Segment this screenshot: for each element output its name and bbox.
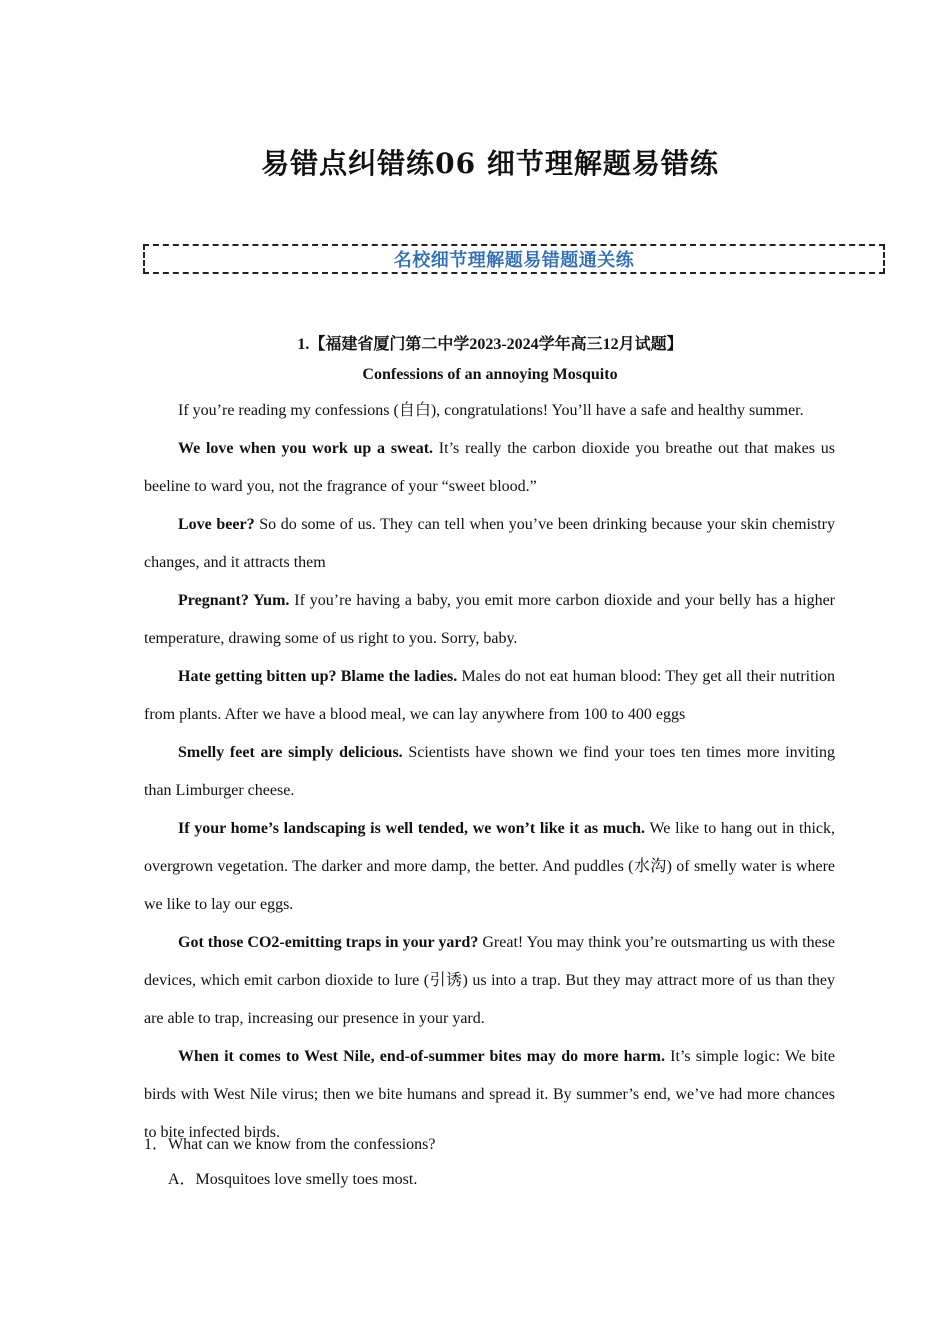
paragraph-lead: Smelly feet are simply delicious. [178,744,403,761]
paragraph-lead: If your home’s landscaping is well tended, we won’t like it as much. [178,820,646,837]
paragraph-lead: Love beer? [178,516,255,533]
paragraph-text: Scientists have shown we find your toes ten times more inviting than Limburger cheese. [144,744,835,799]
paragraph-text: So do some of us. They can tell when you’ve been drinking because your skin chemistry changes, and it attracts them [144,516,836,571]
paragraph-text: If you’re reading my confessions (自白), congratulations! You’ll have a safe and healthy summer. [178,402,804,419]
paragraph [144,658,835,734]
paragraph [144,582,835,658]
section-banner [143,244,885,274]
paragraph-text: It’s really the carbon dioxide you breathe out that makes us beeline to ward you, not the fragrance of your “sweet blood.” [144,440,835,495]
answer-option-a: A．Mosquitoes love smelly toes most. [168,1171,418,1188]
paragraph-text: Great! You may think you’re outsmarting us with these devices, which emit carbon dioxide to lure (引诱) us into a trap. But they may attract more of us than they are able to trap, increasing our presence in your yard. [144,934,835,1027]
passage-title: Confessions of an annoying Mosquito [362,366,618,383]
banner-label: 名校细节理解题易错题通关练 [388,246,641,272]
paragraph [144,396,835,426]
paragraph-lead: Got those CO2-emitting traps in your yard? [178,934,479,951]
paragraph-lead: Hate getting bitten up? Blame the ladies. [178,668,458,685]
paragraph-lead: When it comes to West Nile, end-of-summer bites may do more harm. [178,1048,665,1065]
passage-body [144,396,835,1152]
paragraph [144,810,835,924]
question-source: 1.【福建省厦门第二中学2023-2024学年高三12月试题】 [297,336,683,353]
paragraph [144,924,835,1038]
paragraph [144,430,835,506]
paragraph-text: Males do not eat human blood: They get all their nutrition from plants. After we have a blood meal, we can lay anywhere from 100 to 400 eggs [144,668,836,723]
question-stem: 1．What can we know from the confessions? [144,1136,436,1153]
paragraph [144,734,835,810]
paragraph-text: If you’re having a baby, you emit more carbon dioxide and your belly has a higher temperature, drawing some of us right to you. Sorry, baby. [144,592,836,647]
paragraph-text: We like to hang out in thick, overgrown vegetation. The darker and more damp, the better. And puddles (水沟) of smelly water is where we like to lay our eggs. [144,820,835,913]
paragraph-text: It’s simple logic: We bite birds with West Nile virus; then we bite humans and spread it. By summer’s end, we’ve had more chances to bite infected birds. [144,1048,836,1141]
paragraph-lead: Pregnant? Yum. [178,592,290,609]
paragraph [144,506,835,582]
paragraph-lead: We love when you work up a sweat. [178,440,434,457]
document-title: 易错点纠错练06 细节理解题易错练 [261,147,719,180]
